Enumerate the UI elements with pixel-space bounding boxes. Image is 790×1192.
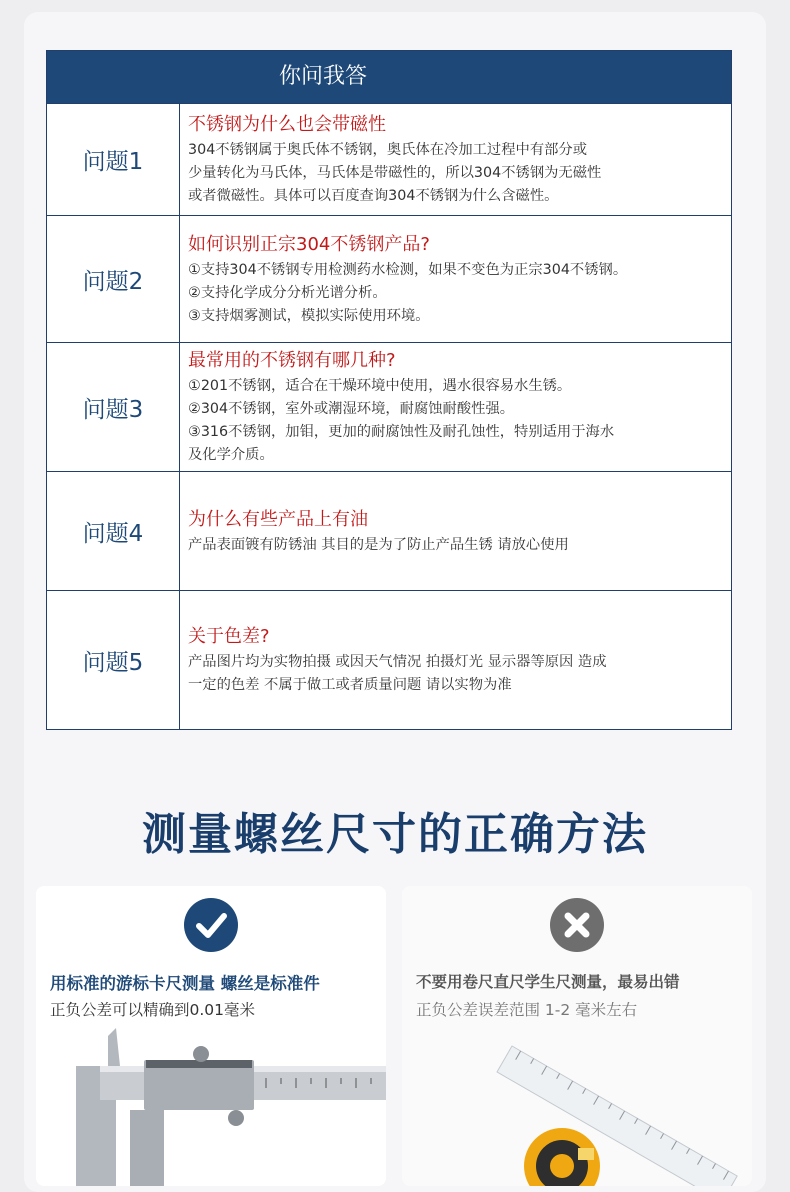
answer-cell	[180, 216, 732, 343]
faq-row	[47, 591, 732, 730]
answer-line: ②支持化学成分分析光谱分析。	[188, 284, 387, 301]
question-title: 关于色差?	[188, 626, 270, 647]
question-title: 为什么有些产品上有油	[188, 508, 368, 530]
answer-line: 304不锈钢属于奥氏体不锈钢，奥氏体在冷加工过程中有部分或	[188, 142, 588, 158]
answer-line: ③316不锈钢，加钼，更加的耐腐蚀性及耐孔蚀性，特别适用于海水	[188, 424, 615, 440]
wrong-method-panel	[402, 886, 752, 1186]
correct-method-panel	[36, 886, 386, 1186]
faq-header	[47, 51, 732, 104]
answer-line: 产品图片均为实物拍摄 或因天气情况 拍摄灯光 显示器等原因 造成	[188, 654, 607, 670]
answer-line: ③支持烟雾测试，模拟实际使用环境。	[188, 307, 430, 324]
question-title: 不锈钢为什么也会带磁性	[188, 114, 386, 135]
answer-line: 及化学介质。	[188, 447, 274, 463]
question-label: 问题4	[47, 472, 180, 591]
wrong-method-title: 不要用卷尺直尺学生尺测量，最易出错	[416, 973, 680, 991]
section-title: 测量螺丝尺寸的正确方法	[142, 809, 648, 860]
faq-row	[47, 216, 732, 343]
question-title: 最常用的不锈钢有哪几种?	[188, 350, 396, 371]
answer-cell	[180, 104, 732, 216]
faq-row	[47, 104, 732, 216]
answer-line: 少量转化为马氏体，马氏体是带磁性的，所以304不锈钢为无磁性	[188, 165, 602, 181]
vernier-caliper-image	[36, 1026, 386, 1186]
faq-row	[47, 472, 732, 591]
answer-cell	[180, 591, 732, 730]
cross-icon	[550, 898, 604, 952]
wrong-method-subtitle: 正负公差误差范围 1-2 毫米左右	[416, 1001, 638, 1019]
answer-line: ①201不锈钢，适合在干燥环境中使用，遇水很容易水生锈。	[188, 378, 572, 394]
question-label: 问题1	[47, 104, 180, 216]
faq-header-row	[47, 51, 732, 104]
answer-line: 一定的色差 不属于做工或者质量问题 请以实物为准	[188, 677, 512, 693]
question-title: 如何识别正宗304不锈钢产品?	[188, 233, 430, 255]
tape-measure-ruler-image	[402, 1026, 752, 1186]
answer-line: ②304不锈钢，室外或潮湿环境，耐腐蚀耐酸性强。	[188, 401, 515, 417]
faq-row	[47, 343, 732, 472]
correct-method-subtitle: 正负公差可以精确到0.01毫米	[50, 1001, 256, 1019]
answer-line: 或者微磁性。具体可以百度查询304不锈钢为什么含磁性。	[188, 188, 559, 204]
question-label: 问题2	[47, 216, 180, 343]
faq-table	[46, 50, 732, 730]
check-icon	[184, 898, 238, 952]
answer-line: ①支持304不锈钢专用检测药水检测，如果不变色为正宗304不锈钢。	[188, 261, 628, 278]
answer-line: 产品表面镀有防锈油 其目的是为了防止产品生锈 请放心使用	[188, 536, 569, 553]
faq-header-title: 你问我答	[278, 64, 367, 89]
question-label: 问题5	[47, 591, 180, 730]
answer-cell	[180, 343, 732, 472]
question-label: 问题3	[47, 343, 180, 472]
answer-cell	[180, 472, 732, 591]
correct-method-title: 用标准的游标卡尺测量 螺丝是标准件	[50, 974, 320, 993]
